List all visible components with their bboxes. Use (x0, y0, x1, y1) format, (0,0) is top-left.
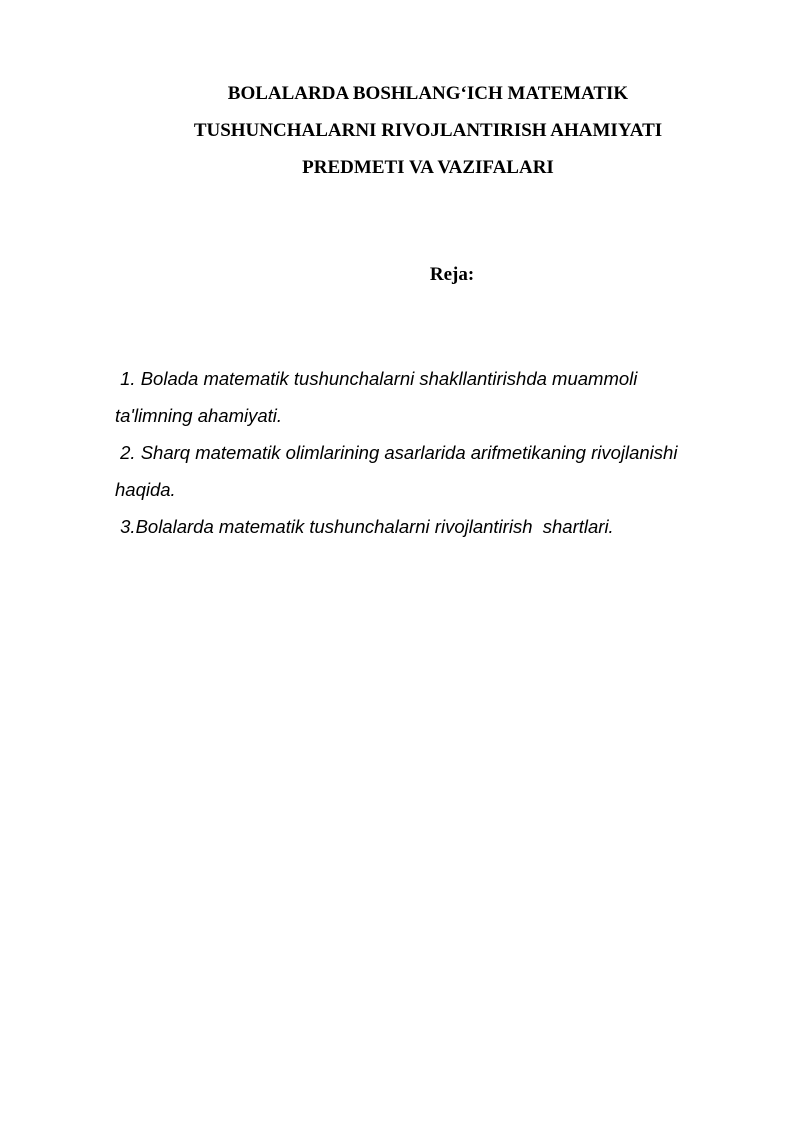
title-line: BOLALARDA BOSHLANG‘ICH MATEMATIK (227, 83, 629, 104)
plan-item-1-line-1: 1. Bolada matematik tushunchalarni shakllantirishda muammoli (115, 368, 638, 389)
plan-heading: Reja: (429, 264, 475, 285)
plan-item-2-line-1: 2. Sharq matematik olimlarining asarlarida arifmetikaning rivojlanishi (115, 442, 678, 463)
title-line: PREDMETI VA VAZIFALARI (302, 157, 554, 178)
title-line: TUSHUNCHALARNI RIVOJLANTIRISH AHAMIYATI (193, 120, 663, 141)
plan-item-1-line-2: ta'limning ahamiyati. (115, 405, 283, 426)
plan-item-2-line-2: haqida. (115, 479, 176, 500)
plan-item-3: 3.Bolalarda matematik tushunchalarni rivojlantirish shartlari. (115, 516, 614, 537)
plan-list (115, 360, 755, 545)
document-title (100, 75, 756, 186)
